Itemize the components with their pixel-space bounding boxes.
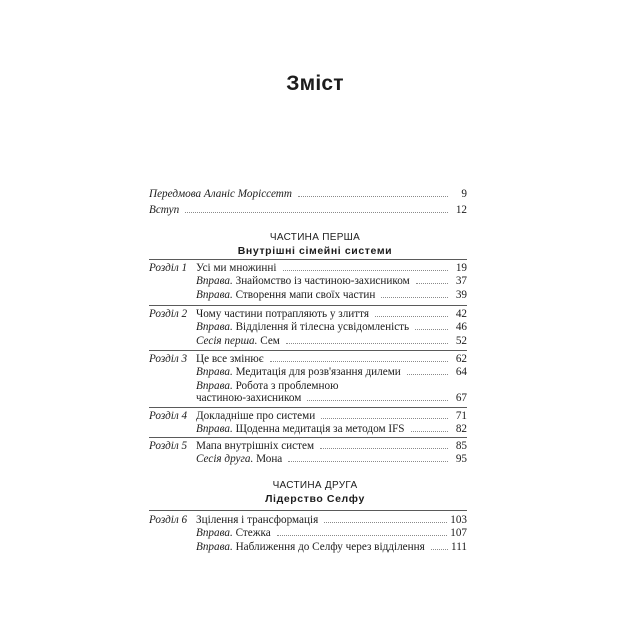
toc-entry-title: Створення мапи своїх частин <box>235 289 376 301</box>
toc-page-number: 85 <box>455 440 467 452</box>
dot-leader <box>283 262 449 271</box>
toc-entry-title: Щоденна медитація за методом IFS <box>235 423 405 435</box>
dot-leader <box>324 514 447 523</box>
toc-page-number: 107 <box>450 527 467 539</box>
chapter-divider <box>149 407 467 408</box>
toc-page-number: 37 <box>455 275 467 287</box>
toc-page-number: 64 <box>455 366 467 378</box>
dot-leader <box>185 204 448 213</box>
dot-leader <box>288 453 448 462</box>
toc-entry <box>196 439 467 453</box>
toc-page-number: 95 <box>455 453 467 465</box>
toc-page-number: 82 <box>455 423 467 435</box>
toc-page-number: 111 <box>451 541 467 553</box>
toc-entry-prefix: Вправа. <box>196 527 233 539</box>
toc-entry <box>196 540 467 554</box>
toc-entry-prefix: Вправа. <box>196 275 233 287</box>
toc-page-number: 71 <box>455 410 467 422</box>
toc-page-number: 12 <box>455 204 467 216</box>
toc-entry <box>196 288 467 302</box>
toc-entry-prefix: Вправа. <box>196 321 233 333</box>
toc-front-foreword <box>149 187 467 201</box>
toc-entry <box>196 352 467 366</box>
toc-entry <box>196 365 467 379</box>
dot-leader <box>321 410 448 419</box>
chapter-divider <box>149 305 467 306</box>
toc-entry-prefix: Вправа. <box>196 289 233 301</box>
dot-leader <box>415 321 448 330</box>
toc-entry <box>196 409 467 423</box>
toc-page-number: 62 <box>455 353 467 365</box>
toc-entry-title: Сем <box>260 335 280 347</box>
toc-entry-prefix: Сесія друга. <box>196 453 254 465</box>
toc-entry <box>196 526 467 540</box>
chapter-divider <box>149 259 467 260</box>
dot-leader <box>277 527 447 536</box>
chapter-divider <box>149 510 467 511</box>
dot-leader <box>407 366 448 375</box>
dot-leader <box>381 289 448 298</box>
chapter-label: Розділ 3 <box>149 353 188 365</box>
toc-entry-title: Це все змінює <box>196 353 264 365</box>
dot-leader <box>320 440 448 449</box>
chapter-label: Розділ 5 <box>149 440 188 452</box>
toc-entry <box>196 334 467 348</box>
toc-entry-title: Наближення до Селфу через відділення <box>235 541 425 553</box>
toc-entry-title-continued: частиною-захисником <box>196 392 302 404</box>
dot-leader <box>416 275 448 284</box>
chapter-label: Розділ 1 <box>149 262 188 274</box>
toc-entry-title: Мапа внутрішніх систем <box>196 440 315 452</box>
toc-entry-continuation <box>196 391 467 405</box>
toc-entry <box>196 261 467 275</box>
toc-entry-prefix: Вправа. <box>196 380 233 392</box>
part-label: ЧАСТИНА ДРУГА <box>272 480 358 491</box>
chapter-label: Розділ 6 <box>149 514 188 526</box>
toc-entry-prefix: Вправа. <box>196 541 233 553</box>
toc-entry-prefix: Сесія перша. <box>196 335 258 347</box>
toc-page-number: 103 <box>450 514 467 526</box>
part-label: ЧАСТИНА ПЕРША <box>269 232 361 243</box>
toc-entry <box>196 320 467 334</box>
page-title: Зміст <box>286 72 344 95</box>
toc-entry-title: Чому частини потрапляють у злиття <box>196 308 370 320</box>
chapter-label: Розділ 2 <box>149 308 188 320</box>
toc-entry-title: Відділення й тілесна усвідомленість <box>235 321 410 333</box>
toc-entry <box>196 422 467 436</box>
toc-front-intro <box>149 203 467 217</box>
chapter-divider <box>149 350 467 351</box>
toc-page-number: 9 <box>461 188 467 200</box>
dot-leader <box>431 541 448 550</box>
toc-entry <box>196 452 467 466</box>
toc-page-number: 52 <box>455 335 467 347</box>
toc-entry-title: Усі ми множинні <box>196 262 277 274</box>
toc-entry-title: Знайомство із частиною-захисником <box>235 275 410 287</box>
toc-entry-title: Докладніше про системи <box>196 410 316 422</box>
dot-leader <box>298 188 448 197</box>
toc-entry <box>196 307 467 321</box>
toc-entry-prefix: Вправа. <box>196 423 233 435</box>
toc-entry-title: Передмова Аланіс Моріссетт <box>149 188 292 200</box>
toc-entry-title: Робота з проблемною <box>235 380 339 392</box>
chapter-label: Розділ 4 <box>149 410 188 422</box>
toc-entry-title: Медитація для розв'язання дилеми <box>235 366 401 378</box>
toc-entry-title: Зцілення і трансформація <box>196 514 319 526</box>
dot-leader <box>411 423 448 432</box>
toc-entry-title: Вступ <box>149 204 180 216</box>
toc-entry <box>196 274 467 288</box>
toc-page-number: 19 <box>455 262 467 274</box>
toc-page-number: 39 <box>455 289 467 301</box>
part-title: Лідерство Селфу <box>265 493 365 505</box>
chapter-divider <box>149 437 467 438</box>
toc-page-number: 42 <box>455 308 467 320</box>
toc-page-number: 46 <box>455 321 467 333</box>
dot-leader <box>286 335 448 344</box>
dot-leader <box>375 308 448 317</box>
toc-page-number: 67 <box>455 392 467 404</box>
part-title: Внутрішні сімейні системи <box>237 245 393 257</box>
dot-leader <box>270 353 448 362</box>
toc-entry <box>196 513 467 527</box>
toc-entry-title: Стежка <box>235 527 271 539</box>
toc-entry-title: Мона <box>256 453 283 465</box>
toc-entry-prefix: Вправа. <box>196 366 233 378</box>
dot-leader <box>307 392 448 401</box>
